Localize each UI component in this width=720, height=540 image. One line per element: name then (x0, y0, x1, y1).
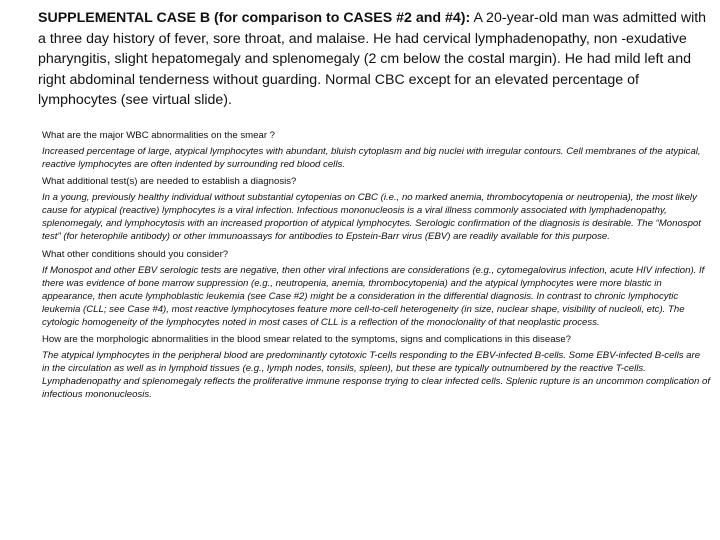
question-2: What additional test(s) are needed to establish a diagnosis? (42, 176, 297, 188)
case-heading: SUPPLEMENTAL CASE B (for comparison to CASES #2 and #4): (38, 10, 471, 26)
question-answer-section (42, 128, 710, 404)
answer-3: If Monospot and other EBV serologic tests are negative, then other viral infections are considerations (e.g., cytomegalovirus infection, acute HIV infection). If there was evidence of bone marrow suppression (e.g., neutropenia, anemia, thrombocytopenia) and the atypical lymphocytes were more blastic in appearance, then acute lymphoblastic leukemia (see Case #2) might be a consideration in the differential diagnosis. In contrast to chronic lymphocytic leukemia (CLL; see Case #4), most reactive lymphocytoses feature more cell-to-cell heterogeneity (in size, nuclear shape, visibility of nucleoli, etc). The cytologic homogeneity of the lymphocytes noted in most cases of CLL is a reflection of the monoclonality of that neoplastic process. (42, 264, 705, 328)
answer-1: Increased percentage of large, atypical lymphocytes with abundant, bluish cytoplasm and big nuclei with irregular contours. Cell membranes of the atypical, reactive lymphocytes are often indented by surrounding red blood cells. (42, 146, 701, 171)
answer-2: In a young, previously healthy individual without substantial cytopenias on CBC (i.e., no marked anemia, thrombocytopenia or neutropenia), the most likely cause for atypical (reactive) lymphocytes is a viral infection. Infectious mononucleosis is a viral illness commonly associated with lymphadenopathy, splenomegaly, and lymphocytosis with an increased proportion of atypical lymphocytes. Serologic confirmation of the diagnosis is desirable. The “Monospot test” (for heterophile antibody) or other immunoassays for antibodies to Epstein-Barr virus (EBV) are readily available for this purpose. (42, 192, 701, 243)
question-4: How are the morphologic abnormalities in the blood smear related to the symptoms, signs and complications in this disease? (42, 334, 571, 346)
case-intro (38, 8, 710, 111)
answer-4: The atypical lymphocytes in the peripheral blood are predominantly cytotoxic T-cells responding to the EBV-infected B-cells. Some EBV-infected B-cells are in the circulation as well as in lymphoid tissues (e.g., lymph nodes, tonsils, spleen), but these are typically outnumbered by the reactive T-cells. Lymphadenopathy and splenomegaly reflects the proliferative immune response trying to clear infected cells. Splenic rupture is an uncommon complication of infectious mononucleosis. (42, 350, 711, 401)
question-1: What are the major WBC abnormalities on the smear ? (42, 130, 276, 141)
question-3: What other conditions should you consider? (42, 248, 229, 260)
case-description: A 20-year-old man was admitted with a three day history of fever, sore throat, and malaise. He had cervical lymphadenopathy, non -exudative pharyngitis, slight hepatomegaly and splenomegaly (2 cm below the costal margin). He had mild left and right abdominal tenderness without guarding. Normal CBC except for an elevated percentage of lymphocytes (see virtual slide). (38, 10, 707, 108)
